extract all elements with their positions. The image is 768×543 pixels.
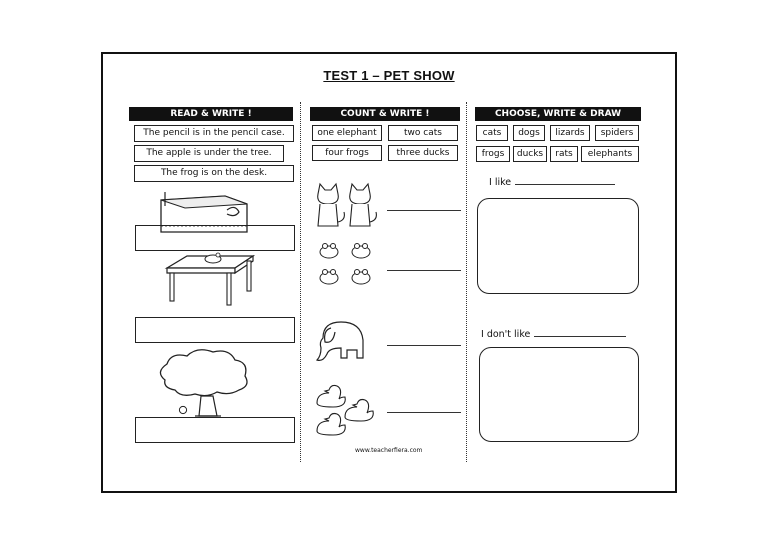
one-elephant-icon xyxy=(313,318,367,368)
three-ducks-icon xyxy=(315,380,379,442)
tree-with-apple-icon xyxy=(155,350,259,418)
i-like-blank[interactable] xyxy=(515,176,615,185)
answer-box-3[interactable] xyxy=(135,417,295,443)
i-dont-like-label: I don't like xyxy=(481,329,531,340)
answer-box-1[interactable] xyxy=(135,225,295,251)
answer-line-frogs[interactable] xyxy=(387,270,461,271)
answer-line-cats[interactable] xyxy=(387,210,461,211)
word-frogs: frogs xyxy=(476,146,510,162)
word-lizards: lizards xyxy=(550,125,590,141)
word-rats: rats xyxy=(550,146,578,162)
answer-box-2[interactable] xyxy=(135,317,295,343)
count-write-header: COUNT & WRITE ! xyxy=(310,107,460,121)
choose-write-draw-header: CHOOSE, WRITE & DRAW xyxy=(475,107,641,121)
answer-line-ducks[interactable] xyxy=(387,412,461,413)
sentence-apple: The apple is under the tree. xyxy=(134,145,284,162)
i-dont-like-blank[interactable] xyxy=(534,328,626,337)
option-two-cats: two cats xyxy=(388,125,458,141)
website-credit: www.teacherfiera.com xyxy=(355,447,423,454)
four-frogs-icon xyxy=(315,242,379,292)
sentence-pencil: The pencil is in the pencil case. xyxy=(134,125,294,142)
column-divider-right xyxy=(466,102,467,462)
column-divider-left xyxy=(300,102,301,462)
word-elephants: elephants xyxy=(581,146,639,162)
i-like-prompt xyxy=(489,176,615,188)
draw-box-like[interactable] xyxy=(477,198,639,294)
word-cats: cats xyxy=(476,125,508,141)
i-like-label: I like xyxy=(489,177,512,188)
draw-box-dont-like[interactable] xyxy=(479,347,639,442)
option-three-ducks: three ducks xyxy=(388,145,458,161)
word-spiders: spiders xyxy=(595,125,639,141)
desk-with-frog-icon xyxy=(163,250,259,312)
two-cats-icon xyxy=(314,182,378,228)
word-dogs: dogs xyxy=(513,125,545,141)
page-title: TEST 1 – PET SHOW xyxy=(323,68,455,83)
answer-line-elephant[interactable] xyxy=(387,345,461,346)
i-dont-like-prompt xyxy=(481,328,626,340)
worksheet xyxy=(101,52,677,493)
option-four-frogs: four frogs xyxy=(312,145,382,161)
read-write-header: READ & WRITE ! xyxy=(129,107,293,121)
option-one-elephant: one elephant xyxy=(312,125,382,141)
word-ducks: ducks xyxy=(513,146,547,162)
sentence-frog: The frog is on the desk. xyxy=(134,165,294,182)
